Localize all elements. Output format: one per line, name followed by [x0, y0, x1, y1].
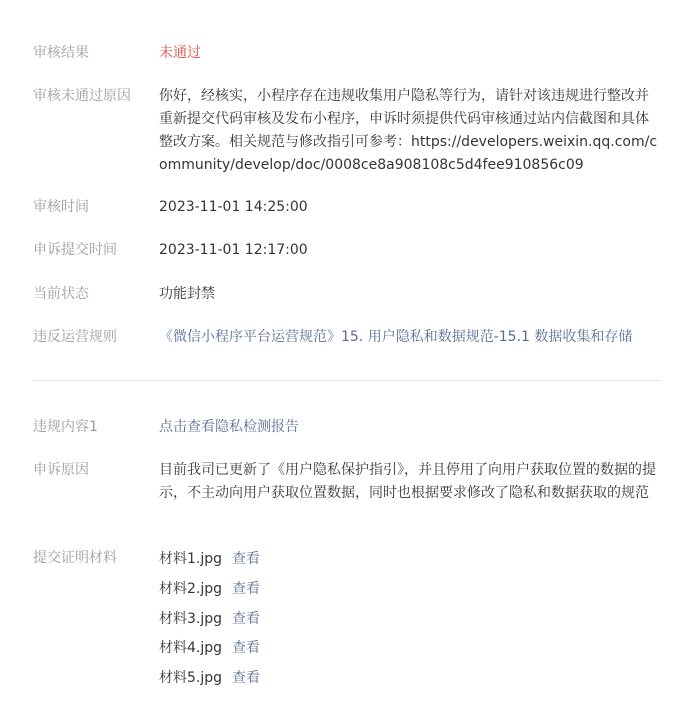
status-value: 功能封禁: [159, 286, 215, 302]
appeal-time-value: 2023-11-01 12:17:00: [159, 242, 308, 258]
section-divider: [33, 380, 661, 381]
status-label: 当前状态: [33, 286, 89, 302]
material-filename: 材料4.jpg: [159, 640, 223, 656]
view-material-link[interactable]: 查看: [232, 551, 260, 567]
appeal-reason-value: 目前我司已更新了《用户隐私保护指引》，并且停用了向用户获取位置的数据的提示，不主动向用户获取位置数据，同时也根据要求修改了隐私和数据获取的规范: [159, 462, 656, 501]
view-material-link[interactable]: 查看: [232, 581, 260, 597]
review-time-value: 2023-11-01 14:25:00: [159, 199, 308, 215]
view-material-link[interactable]: 查看: [232, 640, 260, 656]
view-material-link[interactable]: 查看: [232, 670, 260, 686]
material-item: [159, 667, 260, 690]
violation-label: 违规内容1: [33, 419, 98, 435]
appeal-reason-label: 申诉原因: [33, 462, 89, 478]
material-filename: 材料5.jpg: [159, 670, 223, 686]
material-filename: 材料3.jpg: [159, 611, 223, 627]
rule-link[interactable]: 《微信小程序平台运营规范》15. 用户隐私和数据规范-15.1 数据收集和存储: [159, 329, 633, 345]
privacy-report-link[interactable]: 点击查看隐私检测报告: [159, 419, 299, 435]
view-material-link[interactable]: 查看: [232, 611, 260, 627]
materials-label: 提交证明材料: [33, 550, 117, 566]
material-item: [159, 608, 260, 631]
appeal-time-label: 申诉提交时间: [33, 242, 117, 258]
result-label: 审核结果: [33, 45, 89, 61]
material-item: [159, 548, 260, 571]
material-filename: 材料2.jpg: [159, 581, 223, 597]
material-filename: 材料1.jpg: [159, 551, 223, 567]
material-item: [159, 578, 260, 601]
rule-label: 违反运营规则: [33, 329, 117, 345]
result-value: 未通过: [159, 45, 201, 61]
review-time-label: 审核时间: [33, 199, 89, 215]
material-item: [159, 637, 260, 660]
reason-value: 你好，经核实，小程序存在违规收集用户隐私等行为，请针对该违规进行整改并重新提交代码审核及发布小程序，申诉时须提供代码审核通过站内信截图和具体整改方案。相关规范与修改指引可参考：https://developers.weixin.qq.com/community/develop/doc/0008ce8a908108c5d4fee910856c09: [159, 88, 658, 173]
reason-label: 审核未通过原因: [33, 88, 131, 104]
